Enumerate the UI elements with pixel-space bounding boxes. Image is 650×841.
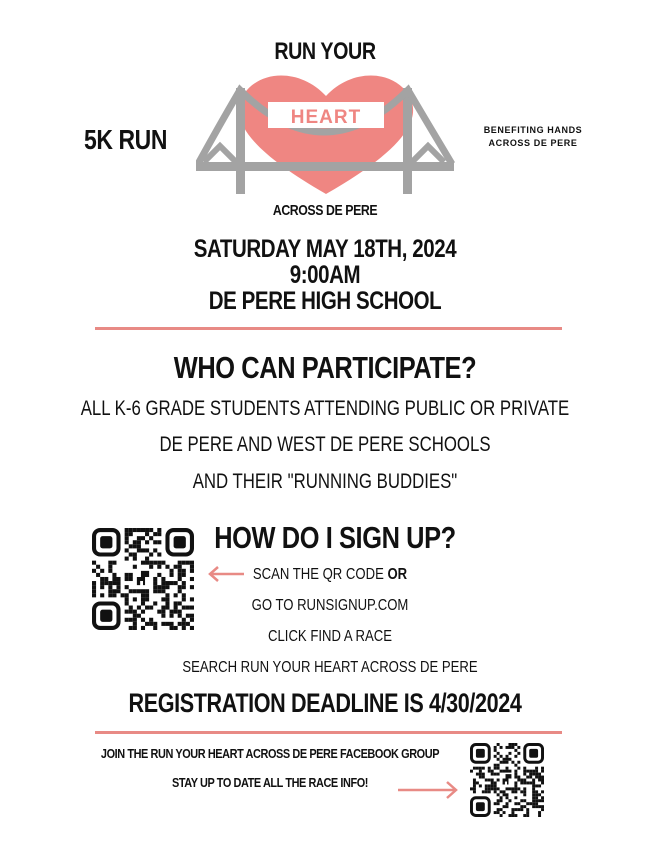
signup-step-4: SEARCH RUN YOUR HEART ACROSS DE PERE bbox=[182, 659, 478, 676]
event-location: DE PERE HIGH SCHOOL bbox=[208, 287, 442, 315]
facebook-line-1: JOIN THE RUN YOUR HEART ACROSS DE PERE FACEBOOK GROUP bbox=[100, 746, 440, 761]
participate-line-2: DE PERE AND WEST DE PERE SCHOOLS bbox=[159, 433, 491, 456]
qr-code-signup[interactable] bbox=[92, 528, 194, 630]
event-date: SATURDAY MAY 18TH, 2024 bbox=[193, 235, 457, 263]
heart-bridge-logo bbox=[196, 66, 456, 206]
benefiting-label: BENEFITING HANDS ACROSS DE PERE bbox=[483, 125, 583, 148]
registration-deadline: REGISTRATION DEADLINE IS 4/30/2024 bbox=[128, 688, 522, 718]
arrow-right-icon bbox=[397, 780, 459, 800]
signup-step-1 bbox=[182, 566, 477, 584]
bridge-tower-right bbox=[403, 88, 412, 194]
five-k-run-label: 5K RUN bbox=[84, 124, 168, 155]
participate-line-1: ALL K-6 GRADE STUDENTS ATTENDING PUBLIC OR PRIVATE bbox=[80, 397, 570, 420]
heart-word: HEART bbox=[290, 107, 362, 128]
divider-top bbox=[95, 327, 562, 330]
participate-line-3: AND THEIR "RUNNING BUDDIES" bbox=[192, 470, 458, 493]
signup-step-2: GO TO RUNSIGNUP.COM bbox=[251, 597, 409, 614]
signup-heading: HOW DO I SIGN UP? bbox=[214, 520, 456, 555]
title-across-de-pere: ACROSS DE PERE bbox=[272, 202, 378, 219]
event-time: 9:00AM bbox=[289, 261, 361, 289]
facebook-line-2: STAY UP TO DATE ALL THE RACE INFO! bbox=[171, 775, 369, 790]
signup-step-1-or: OR bbox=[387, 566, 408, 583]
signup-step-1-text: SCAN THE QR CODE bbox=[252, 566, 388, 583]
divider-bottom bbox=[95, 731, 562, 734]
bridge-deck bbox=[196, 162, 454, 171]
event-details bbox=[59, 236, 592, 314]
participate-heading: WHO CAN PARTICIPATE? bbox=[173, 350, 477, 385]
bridge-tower-left bbox=[236, 88, 245, 194]
qr-code-facebook[interactable] bbox=[470, 743, 544, 817]
signup-step-3: CLICK FIND A RACE bbox=[268, 628, 392, 645]
title-run-your: RUN YOUR bbox=[274, 38, 376, 65]
